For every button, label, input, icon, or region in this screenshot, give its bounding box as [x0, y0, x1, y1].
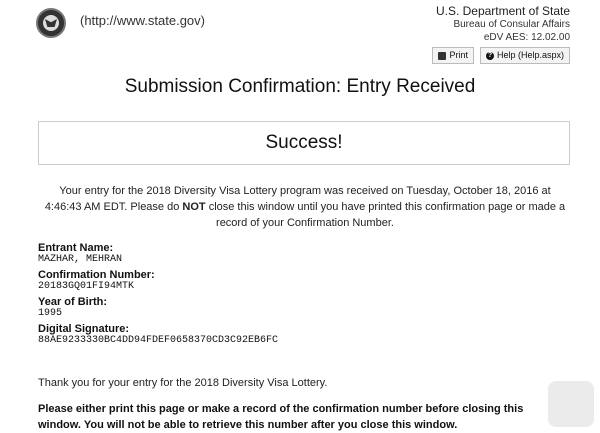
success-text: Success!: [265, 132, 343, 153]
bureau-name: Bureau of Consular Affairs: [453, 19, 570, 30]
year-of-birth-value: 1995: [38, 308, 63, 319]
entrant-name-label: Entrant Name:: [38, 242, 114, 254]
printer-icon: [438, 52, 446, 60]
thank-you-text: Thank you for your entry for the 2018 Diversity Visa Lottery.: [38, 377, 328, 389]
app-version: eDV AES: 12.02.00: [483, 32, 570, 43]
help-icon: ?: [487, 51, 493, 59]
print-label: Print: [449, 50, 468, 60]
state-gov-link[interactable]: (http://www.state.gov): [80, 13, 205, 28]
entry-details: [38, 239, 278, 347]
entrant-name-value: MAZHAR, MEHRAN: [38, 254, 123, 265]
digital-signature-label: Digital Signature:: [38, 323, 130, 335]
message-part1: Your entry for the 2018 Diversity Visa Lottery program was received on Tuesday, October 18, 2016 at 4:46:43 AM EDT. Please do: [44, 185, 551, 213]
state-department-seal-icon: [36, 8, 66, 38]
success-banner: [38, 121, 570, 165]
watermark-logo: [548, 381, 594, 427]
message-part2: close this window until you have printed this confirmation page or made a record of your Confirmation Number.: [205, 201, 566, 229]
print-button[interactable]: [432, 47, 474, 64]
confirmation-number-value: 20183GQ01FI94MTK: [38, 281, 135, 292]
help-button[interactable]: [480, 47, 570, 64]
toolbar: [432, 47, 570, 64]
message-not-emphasis: NOT: [182, 201, 206, 213]
page-title: Submission Confirmation: Entry Received: [124, 76, 476, 97]
department-header: [436, 5, 570, 44]
warning-text: Please either print this page or make a record of the confirmation number before closing this window. You will not be able to retrieve this number after you close this window.: [38, 403, 524, 431]
year-of-birth-label: Year of Birth:: [38, 296, 108, 308]
help-label: Help (Help.aspx): [496, 50, 564, 60]
department-name: U.S. Department of State: [435, 4, 570, 18]
confirmation-message: [40, 183, 570, 231]
confirmation-number-label: Confirmation Number:: [38, 269, 155, 281]
digital-signature-value: 88AE9233330BC4DD94FDEF0658370CD3C92EB6FC: [38, 335, 279, 346]
